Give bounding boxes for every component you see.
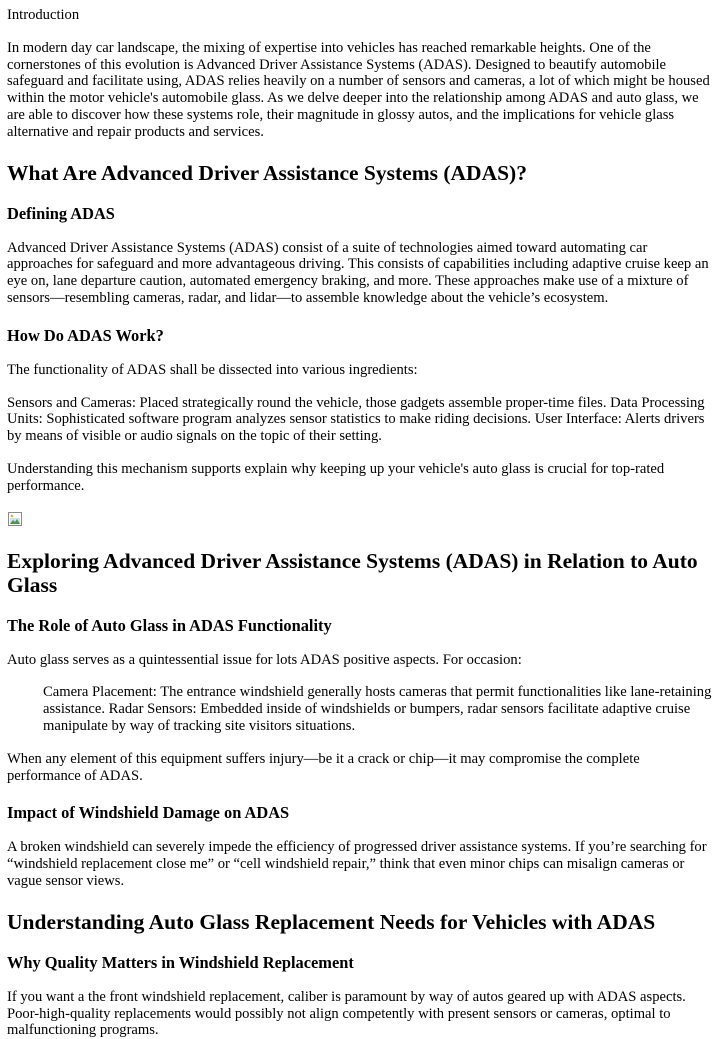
subheading-how-adas-work: How Do ADAS Work? <box>7 325 164 345</box>
broken-image-icon <box>7 511 23 527</box>
intro-label: Introduction <box>7 7 80 23</box>
paragraph-components: Sensors and Cameras: Placed strategically round the vehicle, those gadgets assemble proper-time files. Data Processing Units: Sophisticated software program analyzes sensor statistics to make riding decisions. User Interface: Alerts drivers by means of visible or audio signals on the topic of their setting. <box>7 394 705 445</box>
section-heading-understanding-replacement: Understanding Auto Glass Replacement Needs for Vehicles with ADAS <box>7 909 656 934</box>
paragraph-defining-adas: Advanced Driver Assistance Systems (ADAS) consist of a suite of technologies aimed toward automating car approaches for safeguard and more advantageous driving. This consists of capabilities including adaptive cruise keep an eye on, lane departure caution, automated emergency braking, and more. These approaches make use of a mixture of sensors—resembling cameras, radar, and lidar—to assemble knowledge about the vehicle’s ecosystem. <box>7 239 709 306</box>
subheading-impact-windshield-damage: Impact of Windshield Damage on ADAS <box>7 803 290 823</box>
subheading-role-of-auto-glass: The Role of Auto Glass in ADAS Functionality <box>7 615 332 635</box>
paragraph-quality: If you want a the front windshield replacement, caliber is paramount by way of autos geared up with ADAS aspects. Poor-high-quality replacements would possibly not align competently with present sensors or cameras, optimal to malfunctioning programs. <box>7 988 686 1039</box>
paragraph-equipment-injury: When any element of this equipment suffers injury—be it a crack or chip—it may compromise the complete performance of ADAS. <box>7 750 640 784</box>
paragraph-auto-glass-role: Auto glass serves as a quintessential issue for lots ADAS positive aspects. For occasion: <box>7 651 522 668</box>
blockquote-camera-radar: Camera Placement: The entrance windshield generally hosts cameras that permit functionalities like lane-retaining assistance. Radar Sensors: Embedded inside of windshields or bumpers, radar sensors facilitate adaptive cruise manipulate by way of tracking site visitors situations. <box>43 684 712 734</box>
subheading-defining-adas: Defining ADAS <box>7 203 115 223</box>
section-heading-what-are-adas: What Are Advanced Driver Assistance Systems (ADAS)? <box>7 160 527 185</box>
subheading-why-quality-matters: Why Quality Matters in Windshield Replacement <box>7 952 354 972</box>
intro-paragraph: In modern day car landscape, the mixing of expertise into vehicles has reached remarkable heights. One of the cornerstones of this evolution is Advanced Driver Assistance Systems (ADAS). Designed to beautify automobile safeguard and facilitate using, ADAS relies heavily on a number of sensors and cameras, a lot of which might be housed within the motor vehicle's automobile glass. As we delve deeper into the relationship among ADAS and auto glass, we are able to discover how these systems role, their magnitude in glossy autos, and the implications for vehicle glass alternative and repair products and services. <box>7 39 710 140</box>
paragraph-understanding: Understanding this mechanism supports explain why keeping up your vehicle's auto glass is crucial for top-rated performance. <box>7 460 665 494</box>
section-heading-exploring-adas: Exploring Advanced Driver Assistance Systems (ADAS) in Relation to Auto Glass <box>7 548 698 597</box>
paragraph-broken-windshield: A broken windshield can severely impede the efficiency of progressed driver assistance systems. If you’re searching for “windshield replacement close me” or “cell windshield repair,” think that even minor chips can misalign cameras or vague sensor views. <box>7 839 707 889</box>
image-container <box>7 511 713 529</box>
paragraph-functionality: The functionality of ADAS shall be dissected into various ingredients: <box>7 361 418 378</box>
